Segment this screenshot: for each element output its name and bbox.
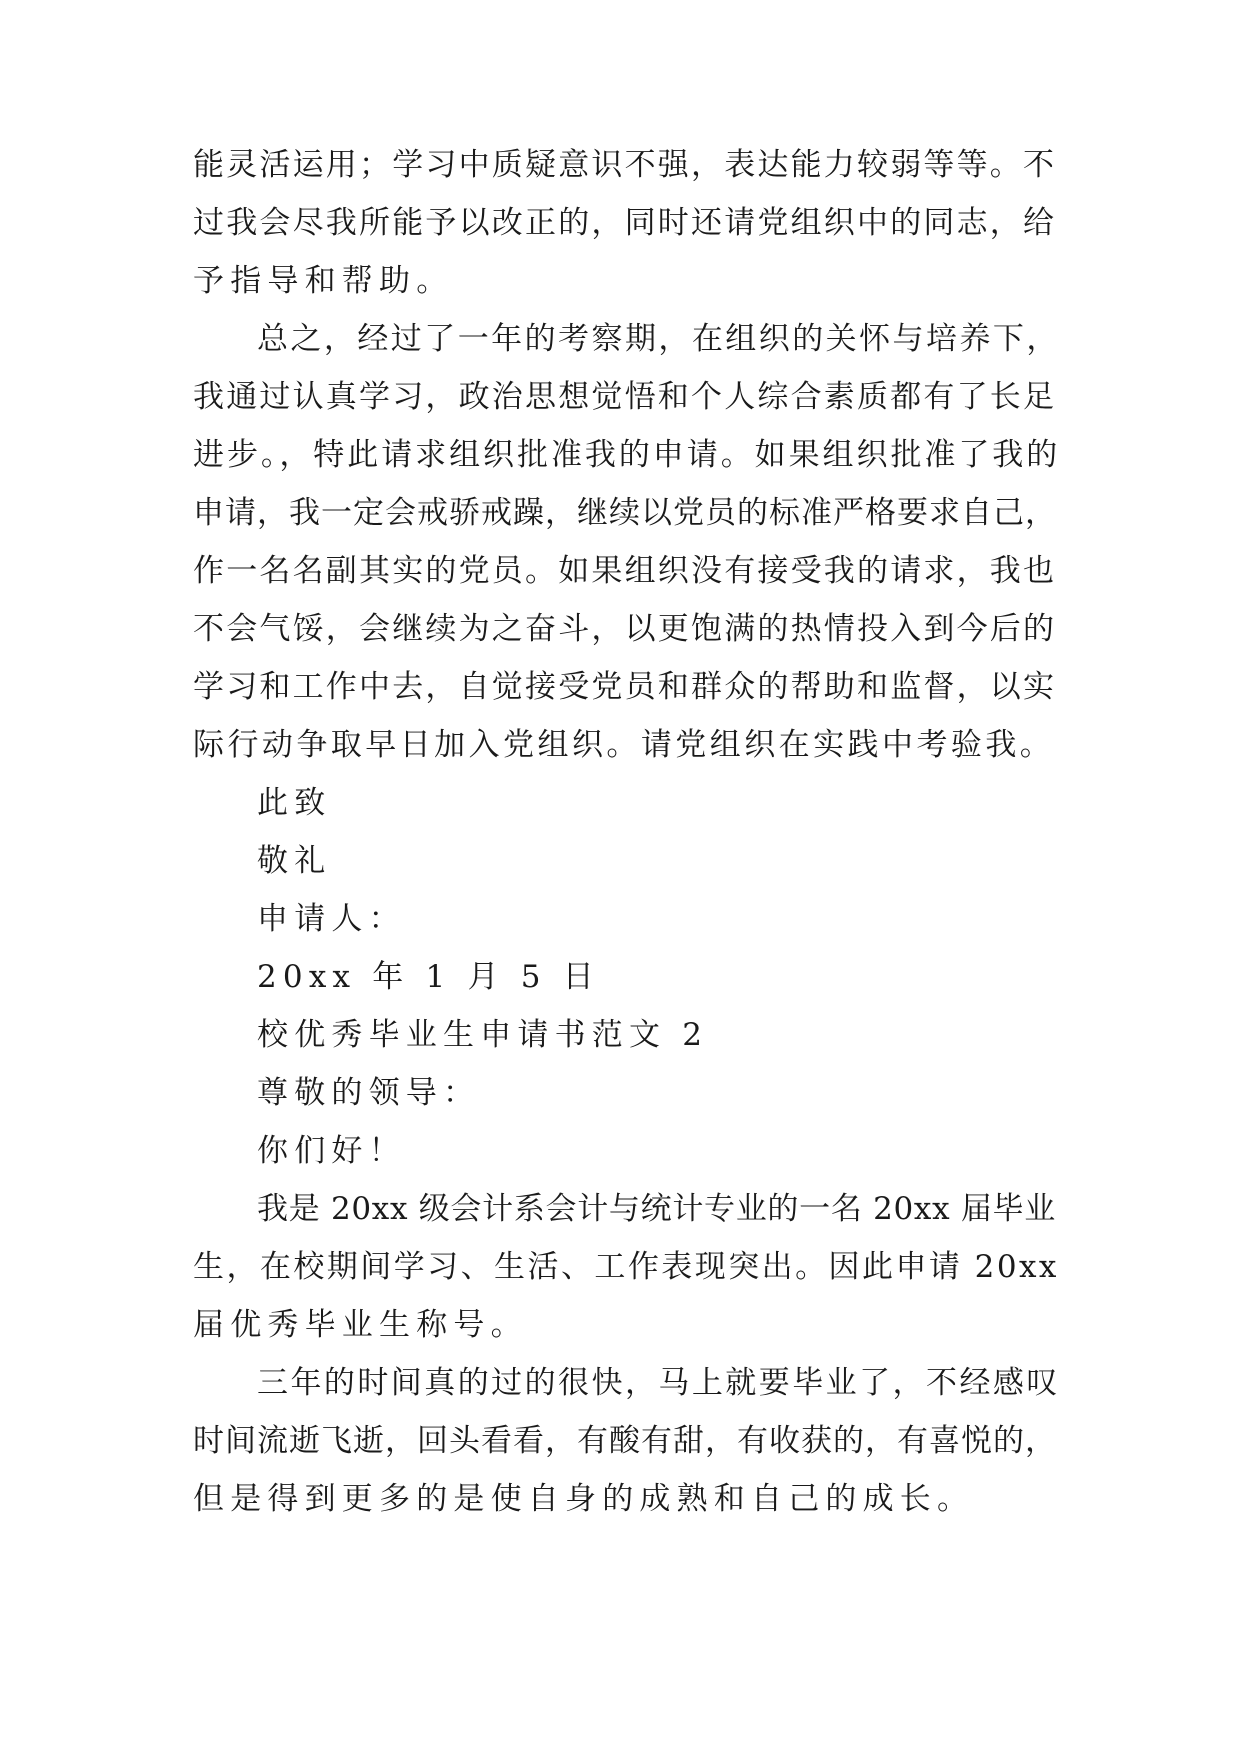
- paragraph-line: 予指导和帮助。: [193, 263, 454, 299]
- letter-date: 20xx 年 1 月 5 日: [257, 959, 600, 995]
- closing-salutation: 此致: [257, 785, 332, 821]
- paragraph-line: 时间流逝飞逝，回头看看，有酸有甜，有收获的，有喜悦的，: [193, 1423, 1057, 1459]
- paragraph-line: 过我会尽我所能予以改正的，同时还请党组织中的同志，给: [193, 205, 1057, 241]
- paragraph-line: 总之，经过了一年的考察期，在组织的关怀与培养下，: [257, 321, 1060, 357]
- paragraph-line: 不会气馁，会继续为之奋斗，以更饱满的热情投入到今后的: [193, 611, 1057, 647]
- paragraph-line: 届优秀毕业生称号。: [193, 1307, 528, 1343]
- paragraph-line: 我是 20xx 级会计系会计与统计专业的一名 20xx 届毕业: [257, 1191, 1056, 1227]
- paragraph-line: 作一名名副其实的党员。如果组织没有接受我的请求，我也: [193, 553, 1057, 589]
- closing-regards: 敬礼: [257, 843, 332, 879]
- paragraph-line: 进步。，特此请求组织批准我的申请。如果组织批准了我的: [193, 437, 1061, 473]
- paragraph-line: 申请，我一定会戒骄戒躁，继续以党员的标准严格要求自己，: [193, 495, 1057, 531]
- paragraph-line: 能灵活运用；学习中质疑意识不强，表达能力较弱等等。不: [193, 147, 1057, 183]
- paragraph-line: 际行动争取早日加入党组织。请党组织在实践中考验我。: [193, 727, 1055, 763]
- greeting-recipient: 尊敬的领导：: [257, 1075, 481, 1111]
- paragraph-line: 但是得到更多的是使自身的成熟和自己的成长。: [193, 1481, 975, 1517]
- paragraph-line: 学习和工作中去，自觉接受党员和群众的帮助和监督，以实: [193, 669, 1057, 705]
- section-title: 校优秀毕业生申请书范文 2: [257, 1017, 709, 1053]
- paragraph-line: 我通过认真学习，政治思想觉悟和个人综合素质都有了长足: [193, 379, 1057, 415]
- applicant-label: 申请人：: [257, 901, 406, 937]
- paragraph-line: 三年的时间真的过的很快，马上就要毕业了，不经感叹: [257, 1365, 1060, 1401]
- paragraph-line: 生，在校期间学习、生活、工作表现突出。因此申请 20xx: [193, 1249, 1059, 1285]
- greeting: 你们好！: [257, 1133, 406, 1169]
